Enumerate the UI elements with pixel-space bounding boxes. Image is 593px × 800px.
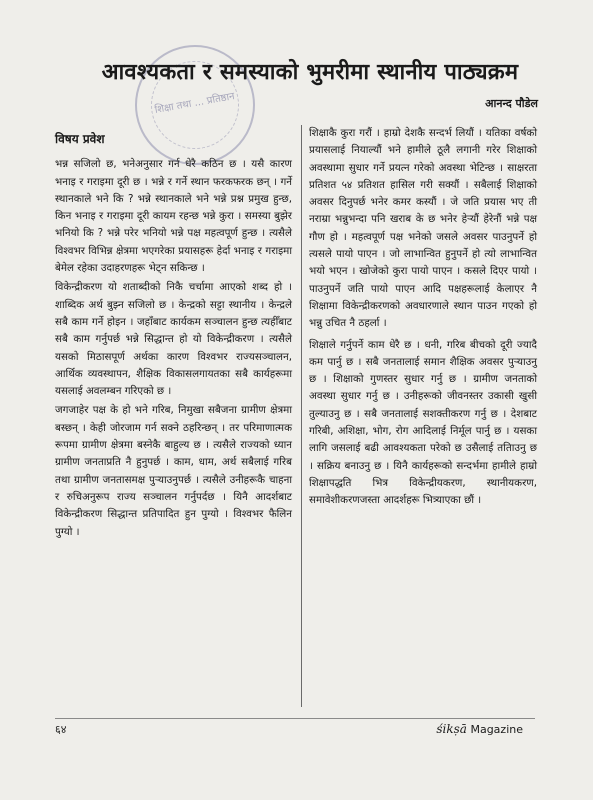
magazine-name (436, 722, 523, 736)
section-heading: विषय प्रवेश (55, 132, 105, 146)
left-column (55, 125, 292, 543)
footer-rule (55, 718, 535, 719)
paragraph: शिक्षाकै कुरा गरौं । हाम्रो देशकै सन्दर्भ लियौं । यतिका वर्षको प्रयासलाई नियाल्यौं भने हामीले ठूलै लगानी गरेर शिक्षाको अवस्थामा सुधार गर्ने प्रयत्न गरेको अवस्था भेटिन्छ । साक्षरता प्रतिशत ५४ प्रतिशत हासिल गरी सक्यौं । सबैलाई शिक्षाको अवसर दिनुपर्छ भनेर कमर कस्यौं । जे जति प्रयास भए ती नराम्रा भन्नुभन्दा पनि खराब के छ भनेर हेऱ्यौं हेरेनौं भन्ने पक्ष गौण हो । महत्वपूर्ण पक्ष भनेको जसले अवसर पाउनुपर्ने हो त्यसले पायो पाएन । जो लाभान्वित हुनुपर्ने हो त्यो लाभान्वित भयो भएन । खोजेको कुरा पायो पाएन । कसले दिएर पायो । पाउनुपर्ने जति पायो पाएन आदि पक्षहरूलाई केलाएर नै शिक्षामा विकेन्द्रीकरणको अवधारणाले स्थान पाउन गएको हो भन्नु उचित नै ठहर्ला । (309, 127, 537, 330)
stamp-text: शिक्षा तथा ... प्रतिष्ठान (153, 91, 236, 116)
paragraph: भन्न सजिलो छ, भनेअनुसार गर्न धेरै कठिन छ । यसै कारण भनाइ र गराइमा दूरी छ । भन्ने र गर्ने स्थान फरकफरक छन् । गर्ने स्थानकाले भने कि ? भन्ने स्थानकाले भने भन्ने प्रश्न प्रमुख हुन्छ, किन भनाइ र गराइमा दूरी कायम रहन्छ भन्ने कुरा । समस्या बुझेर भनियो कि ? भन्ने परेर भनियो भन्ने पक्ष महत्वपूर्ण हुन्छ । त्यसैले विश्वभर विभिन्न क्षेत्रमा भएगरेका प्रयासहरू हेर्दा भनाइ र गराइमा बेमेल रहेका उदाहरणहरू भेट्न सकिन्छ । (55, 158, 292, 275)
paragraph: शिक्षाले गर्नुपर्ने काम धेरै छ । धनी, गरिब बीचको दूरी ज्यादै कम पार्नु छ । सबै जनतालाई समान शैक्षिक अवसर पुऱ्याउनु छ । शिक्षाको गुणस्तर सुधार गर्नु छ । ग्रामीण जनताको अवस्था सुधार गर्नु छ । उनीहरूको जीवनस्तर उकासी खुसी तुल्याउनु छ । सबै जनतालाई सशक्तीकरण गर्नु छ । देशबाट गरिबी, अशिक्षा, भोग, रोग आदिलाई निर्मूल पार्नु छ । यसका लागि जसलाई बढी आवश्यकता परेको छ उसैलाई ततिाउनु छ । सक्रिय बनाउनु छ । यिनै कार्यहरूको सन्दर्भमा हामीले हाम्रो शिक्षापद्धति भित्र विकेन्द्रीयकरण, स्थानीयकरण, समावेशीकरणजस्ता आदर्शहरू भित्र्याएका छौं । (309, 338, 537, 507)
right-column (309, 125, 537, 514)
article-title: आवश्यकता र समस्याको भुमरीमा स्थानीय पाठ्यक्रम (101, 60, 519, 85)
column-divider (301, 125, 302, 707)
magazine-brand: śikṣā (436, 722, 467, 736)
paragraph: जगजाहेर पक्ष के हो भने गरिब, निमुखा सबैजना ग्रामीण क्षेत्रमा बस्छन् । केही जोरजाम गर्न सक्ने ठहरिन्छन् । तर परिमाणात्मक रूपमा ग्रामीण क्षेत्रमा बस्नेकै बाहुल्य छ । त्यसैले राज्यको ध्यान ग्रामीण जनताप्रति नै हुनुपर्छ । काम, धाम, अर्थ सबैलाई गरिब तथा ग्रामीण जनतासमक्ष पुऱ्याउनुपर्छ । त्यसैले उनीहरूकै चाहना र रुचिअनुरूप राज्य सञ्चालन गर्नुपर्दछ । यिनै आदर्शबाट विकेन्द्रीकरण सिद्धान्त प्रतिपादित हुन पुग्यो । विश्वभर फैलिन पुग्यो । (55, 404, 292, 538)
magazine-word: Magazine (470, 723, 523, 736)
paragraph: विकेन्द्रीकरण यो शताब्दीको निकै चर्चामा आएको शब्द हो । शाब्दिक अर्थ बुझ्न सजिलो छ । केन्द्रको सट्टा स्थानीय । केन्द्रले सबै काम गर्ने होइन । जहाँबाट कार्यकम सञ्चालन हुन्छ त्यहीँबाट सबै काम गर्नुपर्छ भन्ने सिद्धान्त हो यो विकेन्द्रीकरण । त्यसैले यसको मिठासपूर्ण अर्थका कारण विश्वभर राज्यसञ्चालन, आर्थिक व्यवस्थापन, शैक्षिक विकासलगायतका सबै कार्यहरूमा यसलाई अवलम्बन गरिएको छ । (55, 281, 292, 398)
article-author: आनन्द पौडेल (485, 97, 538, 110)
page-number: ६४ (55, 723, 67, 736)
